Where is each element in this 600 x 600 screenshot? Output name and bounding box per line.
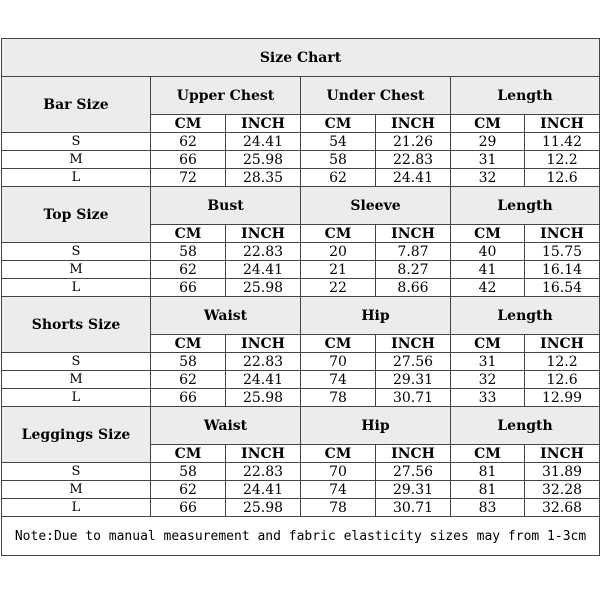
size-label: M — [2, 261, 151, 279]
measurement-value: 8.27 — [376, 261, 451, 279]
unit-cm-header: CM — [451, 335, 525, 353]
footnote: Note:Due to manual measurement and fabric elasticity sizes may from 1-3cm — [2, 517, 600, 556]
size-row — [2, 243, 600, 261]
unit-inch-header: INCH — [376, 335, 451, 353]
unit-inch-header: INCH — [525, 225, 600, 243]
section-header-row — [2, 187, 600, 225]
note-row — [2, 517, 600, 556]
measurement-value: 33 — [451, 389, 525, 407]
measurement-value: 27.56 — [376, 353, 451, 371]
unit-cm-header: CM — [451, 225, 525, 243]
measurement-group-header: Hip — [301, 407, 451, 445]
measurement-value: 12.2 — [525, 151, 600, 169]
measurement-value: 25.98 — [226, 389, 301, 407]
measurement-value: 24.41 — [226, 133, 301, 151]
size-label: M — [2, 371, 151, 389]
measurement-value: 62 — [151, 481, 226, 499]
measurement-group-header: Under Chest — [301, 77, 451, 115]
measurement-value: 24.41 — [226, 261, 301, 279]
measurement-value: 25.98 — [226, 151, 301, 169]
size-label: L — [2, 389, 151, 407]
size-row — [2, 481, 600, 499]
unit-inch-header: INCH — [525, 445, 600, 463]
size-row — [2, 389, 600, 407]
measurement-value: 54 — [301, 133, 376, 151]
measurement-value: 21.26 — [376, 133, 451, 151]
measurement-value: 11.42 — [525, 133, 600, 151]
unit-cm-header: CM — [151, 445, 226, 463]
measurement-value: 7.87 — [376, 243, 451, 261]
unit-cm-header: CM — [151, 225, 226, 243]
measurement-value: 24.41 — [226, 481, 301, 499]
measurement-value: 12.6 — [525, 169, 600, 187]
measurement-group-header: Bust — [151, 187, 301, 225]
measurement-value: 62 — [301, 169, 376, 187]
unit-cm-header: CM — [151, 335, 226, 353]
measurement-value: 66 — [151, 279, 226, 297]
measurement-group-header: Length — [451, 77, 600, 115]
size-label: M — [2, 151, 151, 169]
unit-inch-header: INCH — [525, 115, 600, 133]
measurement-value: 22 — [301, 279, 376, 297]
measurement-value: 70 — [301, 353, 376, 371]
size-row — [2, 133, 600, 151]
size-row — [2, 261, 600, 279]
measurement-value: 78 — [301, 499, 376, 517]
chart-title: Size Chart — [2, 39, 600, 77]
measurement-value: 78 — [301, 389, 376, 407]
measurement-value: 30.71 — [376, 389, 451, 407]
unit-cm-header: CM — [451, 445, 525, 463]
measurement-value: 81 — [451, 481, 525, 499]
unit-cm-header: CM — [151, 115, 226, 133]
measurement-value: 30.71 — [376, 499, 451, 517]
measurement-value: 83 — [451, 499, 525, 517]
measurement-value: 70 — [301, 463, 376, 481]
size-label: S — [2, 243, 151, 261]
measurement-value: 21 — [301, 261, 376, 279]
measurement-value: 22.83 — [226, 463, 301, 481]
measurement-value: 27.56 — [376, 463, 451, 481]
size-row — [2, 353, 600, 371]
size-label: S — [2, 133, 151, 151]
measurement-value: 72 — [151, 169, 226, 187]
size-row — [2, 169, 600, 187]
measurement-value: 16.14 — [525, 261, 600, 279]
section-header-row — [2, 77, 600, 115]
measurement-group-header: Hip — [301, 297, 451, 335]
unit-inch-header: INCH — [226, 225, 301, 243]
measurement-value: 81 — [451, 463, 525, 481]
size-label: L — [2, 169, 151, 187]
measurement-group-header: Waist — [151, 407, 301, 445]
size-label: L — [2, 499, 151, 517]
size-label: L — [2, 279, 151, 297]
measurement-group-header: Sleeve — [301, 187, 451, 225]
unit-inch-header: INCH — [226, 335, 301, 353]
measurement-value: 41 — [451, 261, 525, 279]
section-header-row — [2, 407, 600, 445]
measurement-value: 15.75 — [525, 243, 600, 261]
measurement-value: 16.54 — [525, 279, 600, 297]
section-header-row — [2, 297, 600, 335]
measurement-value: 74 — [301, 481, 376, 499]
measurement-group-header: Length — [451, 407, 600, 445]
measurement-value: 62 — [151, 261, 226, 279]
section-name: Top Size — [2, 187, 151, 243]
measurement-value: 22.83 — [376, 151, 451, 169]
measurement-value: 29.31 — [376, 371, 451, 389]
unit-cm-header: CM — [451, 115, 525, 133]
measurement-group-header: Length — [451, 297, 600, 335]
measurement-value: 40 — [451, 243, 525, 261]
measurement-group-header: Waist — [151, 297, 301, 335]
measurement-value: 58 — [301, 151, 376, 169]
measurement-value: 12.2 — [525, 353, 600, 371]
measurement-value: 58 — [151, 463, 226, 481]
unit-inch-header: INCH — [376, 445, 451, 463]
size-row — [2, 279, 600, 297]
measurement-value: 24.41 — [376, 169, 451, 187]
measurement-value: 32 — [451, 169, 525, 187]
measurement-value: 20 — [301, 243, 376, 261]
size-label: S — [2, 353, 151, 371]
unit-cm-header: CM — [301, 445, 376, 463]
measurement-value: 66 — [151, 499, 226, 517]
measurement-value: 42 — [451, 279, 525, 297]
unit-inch-header: INCH — [525, 335, 600, 353]
unit-cm-header: CM — [301, 335, 376, 353]
measurement-value: 62 — [151, 371, 226, 389]
measurement-value: 8.66 — [376, 279, 451, 297]
unit-inch-header: INCH — [226, 445, 301, 463]
measurement-value: 66 — [151, 389, 226, 407]
size-row — [2, 151, 600, 169]
unit-inch-header: INCH — [376, 115, 451, 133]
unit-inch-header: INCH — [226, 115, 301, 133]
section-name: Bar Size — [2, 77, 151, 133]
title-row — [2, 39, 600, 77]
size-label: M — [2, 481, 151, 499]
measurement-value: 32 — [451, 371, 525, 389]
measurement-value: 31.89 — [525, 463, 600, 481]
measurement-value: 58 — [151, 353, 226, 371]
measurement-value: 74 — [301, 371, 376, 389]
measurement-value: 31 — [451, 151, 525, 169]
size-row — [2, 371, 600, 389]
measurement-value: 28.35 — [226, 169, 301, 187]
size-label: S — [2, 463, 151, 481]
measurement-value: 29.31 — [376, 481, 451, 499]
measurement-value: 12.6 — [525, 371, 600, 389]
measurement-value: 32.28 — [525, 481, 600, 499]
measurement-value: 31 — [451, 353, 525, 371]
measurement-value: 29 — [451, 133, 525, 151]
measurement-value: 32.68 — [525, 499, 600, 517]
size-chart-table — [1, 38, 600, 556]
measurement-value: 24.41 — [226, 371, 301, 389]
measurement-value: 58 — [151, 243, 226, 261]
unit-cm-header: CM — [301, 225, 376, 243]
section-name: Shorts Size — [2, 297, 151, 353]
measurement-value: 22.83 — [226, 243, 301, 261]
measurement-value: 66 — [151, 151, 226, 169]
measurement-group-header: Length — [451, 187, 600, 225]
measurement-value: 62 — [151, 133, 226, 151]
measurement-value: 25.98 — [226, 499, 301, 517]
unit-cm-header: CM — [301, 115, 376, 133]
measurement-value: 25.98 — [226, 279, 301, 297]
size-row — [2, 499, 600, 517]
unit-inch-header: INCH — [376, 225, 451, 243]
measurement-value: 12.99 — [525, 389, 600, 407]
measurement-value: 22.83 — [226, 353, 301, 371]
measurement-group-header: Upper Chest — [151, 77, 301, 115]
section-name: Leggings Size — [2, 407, 151, 463]
size-row — [2, 463, 600, 481]
